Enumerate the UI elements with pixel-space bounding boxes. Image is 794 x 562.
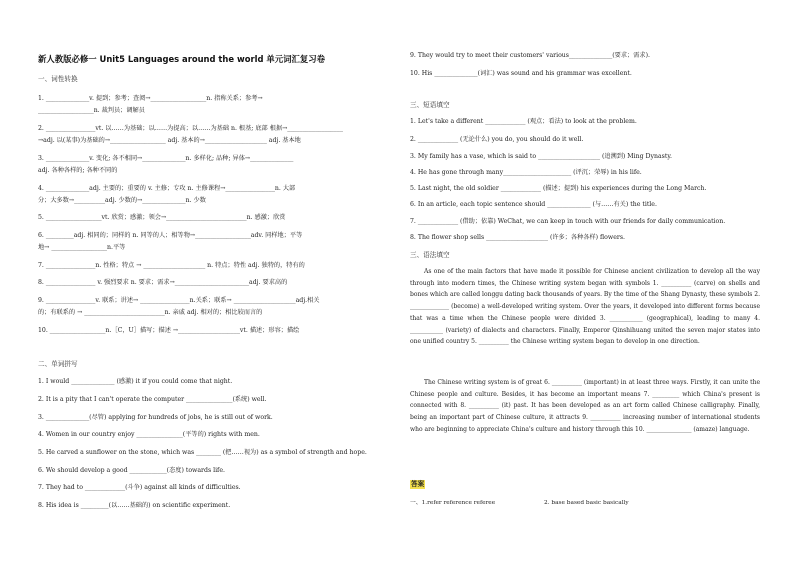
list-item: 5. __________________vt. 欣赏；感激；领会→__________________________n. 感激；欣赏 [38, 214, 286, 221]
list-item: 4. He has gone through many______________________ (评沉；荣辱) in his life. [410, 169, 642, 176]
list-item: 分；大多数→__________adj. 少数的→______________n. 少数 [38, 197, 206, 204]
list-item: 8. The flower shop sells ____________________ (许多；各种各样) flowers. [410, 234, 625, 241]
section-heading-spelling: 二、单词拼写 [38, 360, 78, 368]
list-item: 5. Last night, the old soldier _____________ (描述；提到) his experiences during the Long March. [410, 185, 707, 192]
list-item: 10. His ______________(词汇) was sound and his grammar was excellent. [410, 70, 632, 77]
list-item: 地→ __________________n.平等 [38, 244, 126, 251]
list-item: →adj. 以(某事)为基础的→__________________ adj. 基本的→____________________ adj. 基本地 [38, 137, 301, 144]
list-item: 5. He carved a sunflower on the stone, which was ________ (把……视为) as a symbol of strength and hope. [38, 449, 367, 456]
list-item: 2. It is a pity that I can't operate the computer _______________(系统) well. [38, 396, 267, 403]
list-item: 6. _________adj. 相同的；同样的 n. 同等的人；相等物→__________________adv. 同样地；平等 [38, 232, 303, 239]
list-item: 7. _____________ (借助；依靠) WeChat, we can keep in touch with our friends for daily communication. [410, 218, 726, 225]
list-item: 8. ________________ v. 强烈要求 n. 要求；需求→________________________adj. 要求高的 [38, 279, 288, 286]
list-item: 的；有联系的 → __________________________n. 亲戚 adj. 相对的；相比较而言的 [38, 309, 263, 316]
section-heading-grammar: 三、语法填空 [410, 251, 450, 259]
list-item: 3. My family has a vase, which is said to ____________________ (追溯到) Ming Dynasty. [410, 153, 672, 160]
list-item: __________________n. 裁判员；调解员 [38, 107, 145, 114]
list-item: 10. __________________n.［C，U］描写；描述 →____________________vt. 描述；形容；描绘 [38, 327, 300, 334]
list-item: adj. 各种各样的; 各种不同的 [38, 167, 118, 174]
list-item: 9. ________________v. 联系；讲述→ ________________n.关系；联系→ ____________________adj.相关 [38, 297, 320, 304]
passage-paragraph: As one of the main factors that have made it possible for Chinese ancient civilization to develop all the way through into modern times, the Chinese writing system began with symbols 1. __________ (carve) on shells and bones which are called longgu dating back thousands of years. By the time of the Shang Dynasty, these symbols 2. _____________ (become) a well-developed writing system. Over the years, it developed into different forms because that was a time when the Chinese people were divided 3. ___________ (geographical), leading to many 4. ___________ (variety) of dialects and characters. Finally, Emperor Qinshihuang united the seven major states into one unified country 5. __________ the Chinese writing system began to develop in one direction. [410, 268, 760, 346]
list-item: 1. Let's take a different _____________ (观点；看法) to look at the problem. [410, 118, 637, 125]
list-item: 3. ______________v. 变化; 各不相同→______________n. 多样化; 品种; 异体→______________ [38, 155, 294, 162]
list-item: 6. In an article, each topic sentence should ______________ (与……有关) the title. [410, 201, 657, 208]
list-item: 7. ________________n. 性格；特点 → ____________________ n. 特点；特性 adj. 独特的，特有的 [38, 262, 305, 269]
list-item: 9. They would try to meet their customers' various______________(要求；需求). [410, 52, 651, 59]
answers-label: 答案 [411, 480, 425, 488]
list-item: 2. _____________ (无论什么) you do, you should do it well. [410, 136, 584, 143]
list-item: 4. ______________adj. 主要的；重要的 v. 主修；专攻 n. 主修课程→________________n. 大部 [38, 185, 296, 192]
answer-line: 2. base based basic basically [544, 500, 629, 506]
list-item: 2. ________________vt. 以……为基础；以……为提高；以……为基础 n. 根基; 底部 根据→__________________ [38, 125, 343, 132]
answer-line: 一、1.refer reference referee [410, 500, 496, 506]
list-item: 1. ______________v. 提到；参考；查阅→__________________n. 指称关系；参考→ [38, 95, 263, 102]
list-item: 7. They had to _____________(斗争) against all kinds of difficulties. [38, 484, 241, 491]
list-item: 4. Women in our country enjoy _______________(平等的) rights with men. [38, 431, 260, 438]
list-item: 6. We should develop a good ____________(态度) towards life. [38, 467, 225, 474]
section-heading-word-forms: 一、词性转换 [38, 75, 78, 83]
list-item: 1. I would ______________ (感激) it if you could come that night. [38, 378, 233, 385]
page-title: 新人教版必修一 Unit5 Languages around the world 单元词汇复习卷 [38, 54, 326, 64]
passage-paragraph: The Chinese writing system is of great 6. __________ (important) in at least three ways. Firstly, it can unite the Chinese people and culture. Besides, it has become an important means 7. _________ which China's present is connected with 8. __________ (it) past. It has been developed as an art form called Chinese calligraphy. Finally, being an important part of Chinese culture, it attracts 9. __________ increasing number of international students who are beginning to appreciate China's culture and history through this 10. _______________ (amaze) language. [410, 379, 760, 433]
section-heading-phrases: 三、短语填空 [410, 101, 450, 109]
list-item: 8. His idea is _________(以……基础的) on scientific experiment. [38, 502, 231, 509]
list-item: 3. ______________(尽管) applying for hundreds of jobs, he is still out of work. [38, 414, 273, 421]
